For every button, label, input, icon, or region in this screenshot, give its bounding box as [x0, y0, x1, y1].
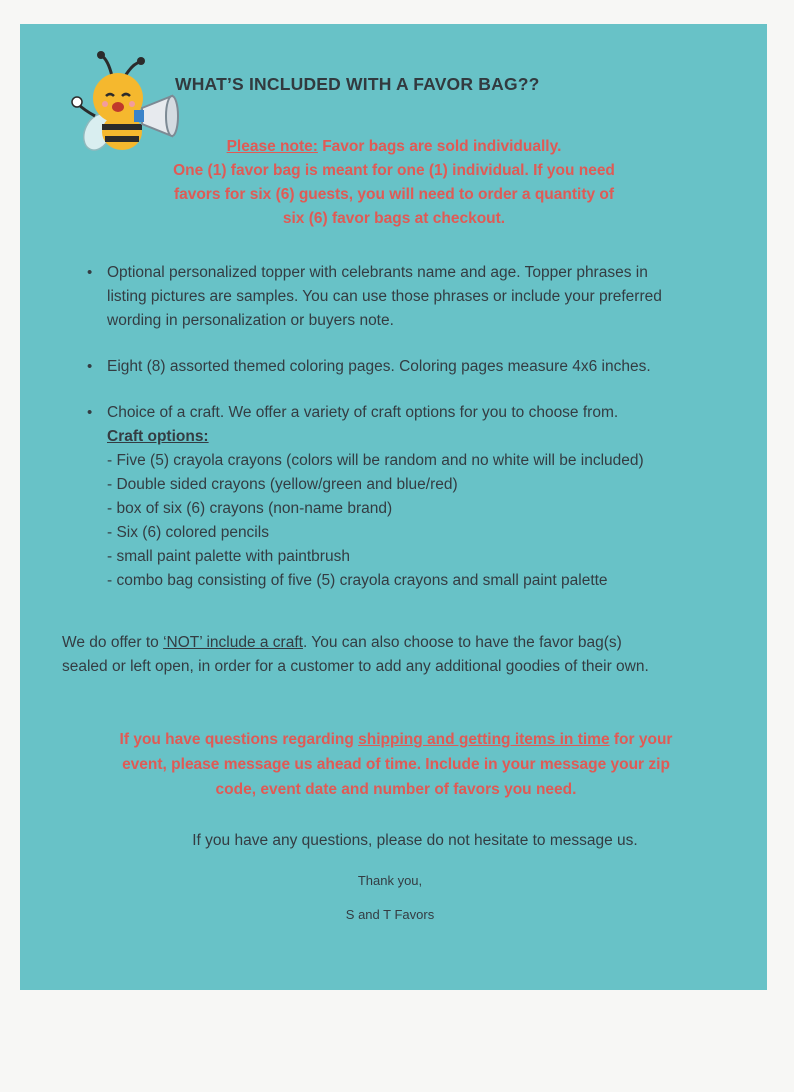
craft-option: - combo bag consisting of five (5) crayola crayons and small paint palette: [107, 572, 608, 589]
list-item-coloring-pages: [87, 355, 750, 379]
sign-off: [290, 864, 490, 932]
craft-options-heading: Craft options:: [107, 428, 209, 445]
topper-line-2: listing pictures are samples. You can use those phrases or include your preferred: [107, 288, 662, 305]
page-title: WHAT’S INCLUDED WITH A FAVOR BAG??: [175, 74, 540, 94]
no-craft-paragraph: [62, 631, 752, 679]
bullet-icon: •: [87, 264, 93, 281]
note-line-2: One (1) favor bag is meant for one (1) individual. If you need: [173, 162, 615, 179]
craft-intro-text: Choice of a craft. We offer a variety of craft options for you to choose from.: [107, 404, 619, 421]
warning-pre: If you have questions regarding: [119, 731, 359, 748]
warning-underlined: shipping and getting items in time: [358, 731, 610, 748]
warning-post: for your: [609, 731, 673, 748]
bullet-icon: •: [87, 358, 93, 375]
flyer-page: [20, 24, 767, 990]
bullet-icon: •: [87, 404, 93, 421]
topper-line-1: Optional personalized topper with celebrants name and age. Topper phrases in: [107, 264, 648, 281]
included-items-list: [87, 261, 750, 593]
warning-line-2: event, please message us ahead of time. Include in your message your zip: [122, 756, 670, 773]
thank-you-text: Thank you,: [357, 873, 423, 888]
list-item-topper: [87, 261, 750, 333]
note-label: Please note:: [226, 138, 318, 155]
warning-line-3: code, event date and number of favors you need.: [215, 781, 577, 798]
topper-line-3: wording in personalization or buyers note.: [107, 312, 394, 329]
paragraph-post: . You can also choose to have the favor bag(s): [302, 634, 622, 651]
closing-text: If you have any questions, please do not hesitate to message us.: [192, 832, 638, 849]
paragraph-line-2: sealed or left open, in order for a customer to add any additional goodies of their own.: [62, 658, 649, 675]
paragraph-underlined: ‘NOT’ include a craft: [163, 634, 303, 651]
craft-option: - small paint palette with paintbrush: [107, 548, 350, 565]
note-block: [74, 135, 714, 231]
list-item-craft: [87, 401, 750, 593]
note-line-3: favors for six (6) guests, you will need to order a quantity of: [173, 186, 615, 203]
note-line-1: Favor bags are sold individually.: [317, 138, 562, 155]
craft-option: - Six (6) colored pencils: [107, 524, 269, 541]
paragraph-pre: We do offer to: [62, 634, 164, 651]
coloring-pages-text: Eight (8) assorted themed coloring pages. Coloring pages measure 4x6 inches.: [107, 358, 651, 375]
signature-text: S and T Favors: [345, 907, 435, 922]
craft-option: - Five (5) crayola crayons (colors will be random and no white will be included): [107, 452, 644, 469]
craft-option: - Double sided crayons (yellow/green and blue/red): [107, 476, 458, 493]
shipping-warning: [56, 727, 736, 802]
note-line-4: six (6) favor bags at checkout.: [282, 210, 506, 227]
craft-option: - box of six (6) crayons (non-name brand): [107, 500, 393, 517]
